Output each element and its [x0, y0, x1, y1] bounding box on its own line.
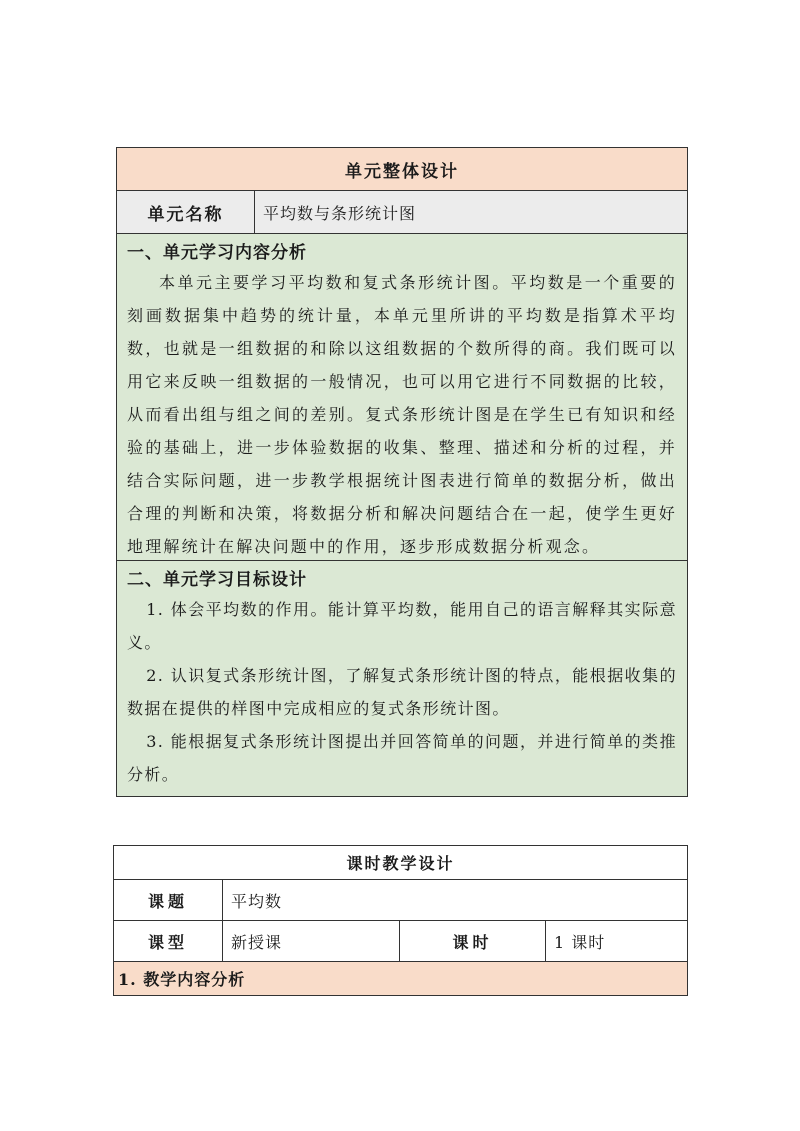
- unit-name-label: 单元名称: [117, 191, 255, 233]
- teaching-content-analysis-heading: 1. 教学内容分析: [114, 962, 688, 996]
- learning-goals-heading: 二、单元学习目标设计: [127, 570, 307, 590]
- content-analysis-section: [117, 234, 687, 560]
- topic-label: 课题: [114, 880, 223, 921]
- content-analysis-heading: 一、单元学习内容分析: [127, 243, 307, 263]
- learning-goal-item: 1. 体会平均数的作用。能计算平均数，能用自己的语言解释其实际意义。: [127, 600, 677, 652]
- lesson-design-table: [113, 845, 688, 996]
- learning-goal-item: 3. 能根据复式条形统计图提出并回答简单的问题，并进行简单的类推分析。: [127, 732, 677, 784]
- hours-value: 1 课时: [546, 921, 688, 962]
- type-label: 课型: [114, 921, 223, 962]
- unit-design-title: 单元整体设计: [117, 148, 687, 191]
- topic-value: 平均数: [223, 880, 688, 921]
- learning-goal-item: 2. 认识复式条形统计图，了解复式条形统计图的特点，能根据收集的数据在提供的样图中完成相应的复式条形统计图。: [127, 666, 677, 718]
- unit-design-table: [116, 147, 688, 797]
- unit-name-value: 平均数与条形统计图: [263, 203, 417, 223]
- lesson-design-title: 课时教学设计: [114, 846, 688, 880]
- hours-label: 课时: [400, 921, 546, 962]
- learning-goals-section: [117, 560, 687, 796]
- type-value: 新授课: [223, 921, 400, 962]
- unit-name-row: [117, 191, 687, 234]
- content-analysis-paragraph: 本单元主要学习平均数和复式条形统计图。平均数是一个重要的刻画数据集中趋势的统计量，本单元里所讲的平均数是指算术平均数，也就是一组数据的和除以这组数据的个数所得的商。我们既可以用它来反映一组数据的一般情况，也可以用它进行不同数据的比较，从而看出组与组之间的差别。复式条形统计图是在学生已有知识和经验的基础上，进一步体验数据的收集、整理、描述和分析的过程，并结合实际问题，进一步教学根据统计图表进行简单的数据分析，做出合理的判断和决策，将数据分析和解决问题结合在一起，使学生更好地理解统计在解决问题中的作用，逐步形成数据分析观念。: [127, 273, 677, 556]
